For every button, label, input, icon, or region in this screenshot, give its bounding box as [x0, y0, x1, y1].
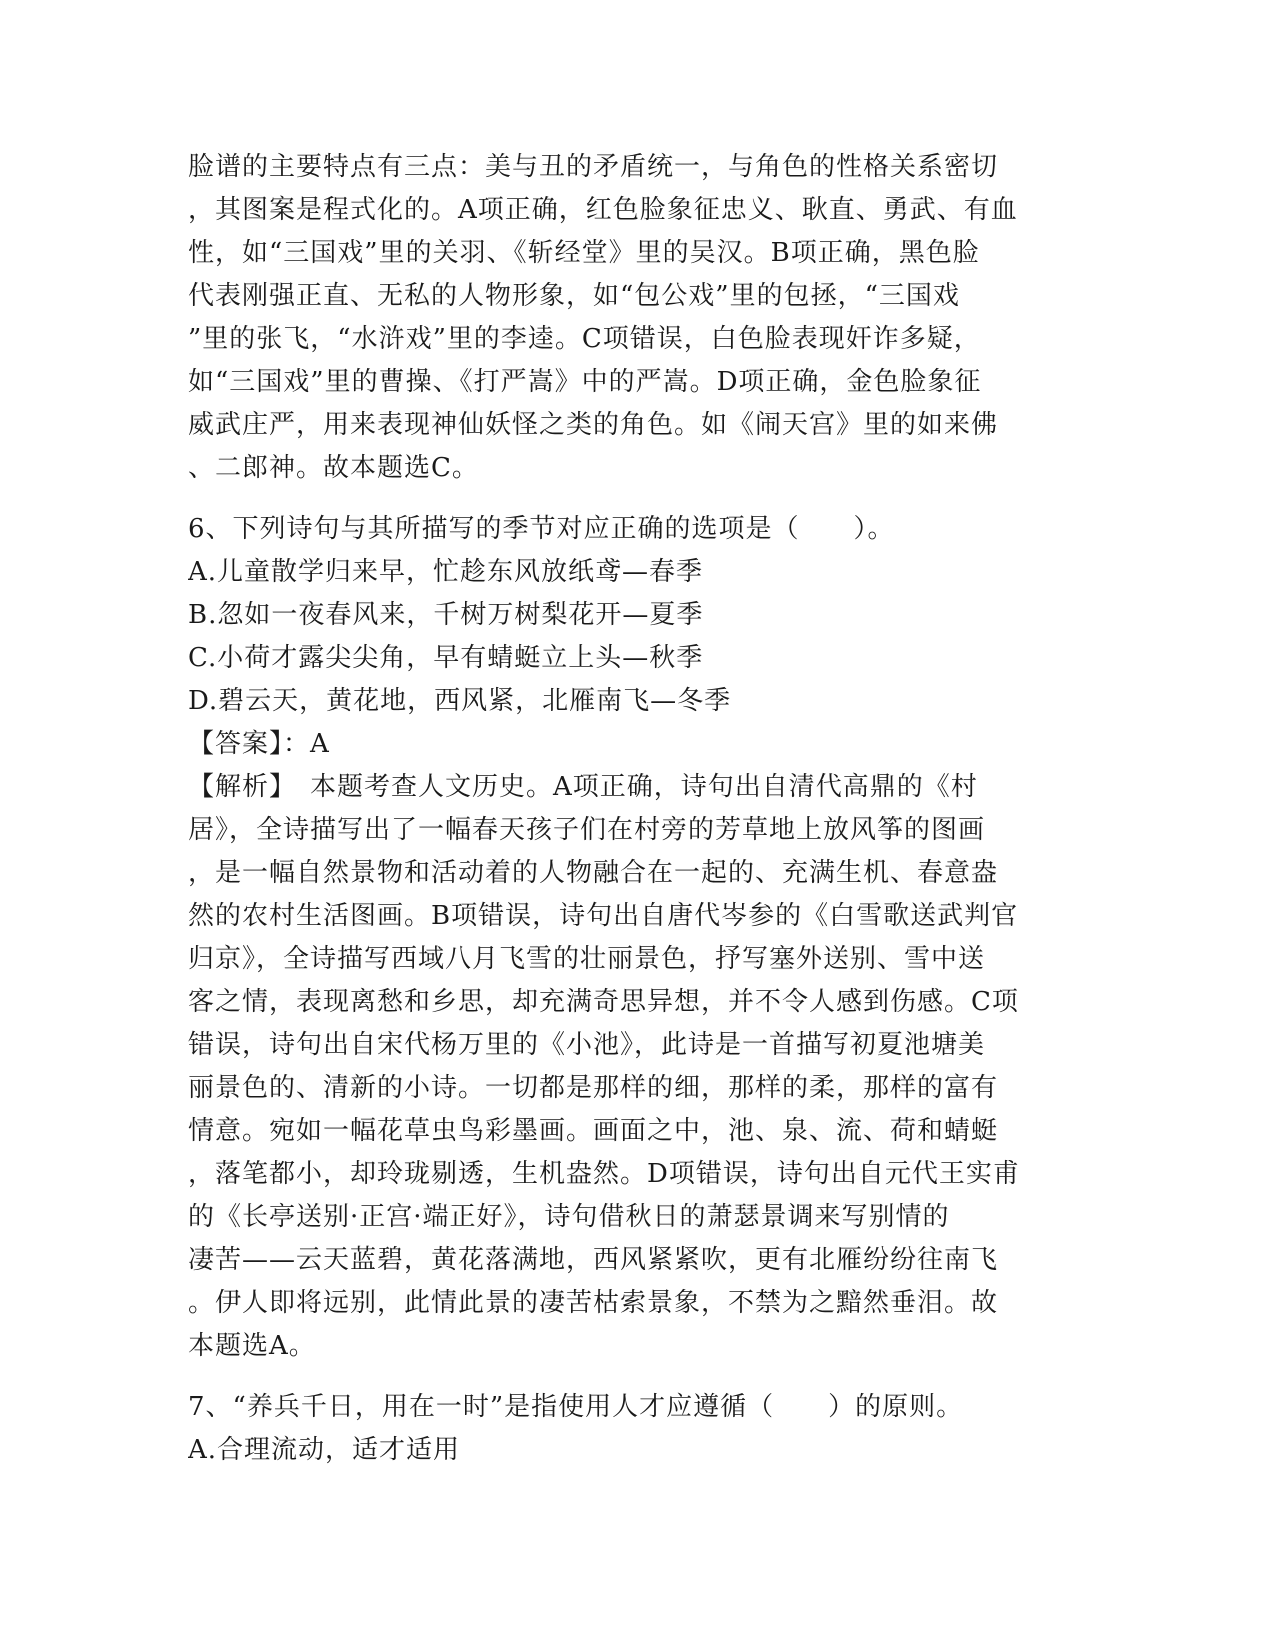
question-stem: 7、“养兵千日，用在一时”是指使用人才应遵循（ ）的原则。 — [188, 1392, 964, 1422]
analysis-line: 本题选A。 — [188, 1331, 316, 1361]
analysis-line: 。伊人即将远别，此情此景的凄苦枯索景象，不禁为之黯然垂泪。故 — [188, 1288, 999, 1318]
analysis-line: ，落笔都小，却玲珑剔透，生机盎然。D项错误，诗句出自元代王实甫 — [188, 1159, 1020, 1189]
analysis-line: ，其图案是程式化的。A项正确，红色脸象征忠义、耿直、勇武、有血 — [188, 195, 1018, 225]
analysis-line: 脸谱的主要特点有三点：美与丑的矛盾统一，与角色的性格关系密切 — [188, 152, 999, 182]
analysis-line: 客之情，表现离愁和乡思，却充满奇思异想，并不令人感到伤感。C项 — [188, 987, 1019, 1017]
analysis-line: 【解析】 本题考查人文历史。A项正确，诗句出自清代高鼎的《村 — [188, 772, 978, 802]
option-a: A.合理流动，适才适用 — [188, 1435, 461, 1465]
analysis-line: 居》，全诗描写出了一幅春天孩子们在村旁的芳草地上放风筝的图画 — [188, 815, 986, 845]
option-c: C.小荷才露尖尖角，早有蜻蜓立上头—秋季 — [188, 643, 704, 673]
question-stem: 6、下列诗句与其所描写的季节对应正确的选项是（ ）。 — [188, 514, 895, 544]
previous-question-analysis — [188, 146, 1088, 490]
option-b: B.忽如一夜春风来，千树万树梨花开—夏季 — [188, 600, 704, 630]
analysis-line: 如“三国戏”里的曹操、《打严嵩》中的严嵩。D项正确，金色脸象征 — [188, 367, 982, 397]
question-6 — [188, 508, 1088, 1368]
analysis-line: 威武庄严，用来表现神仙妖怪之类的角色。如《闹天宫》里的如来佛 — [188, 410, 999, 440]
option-a: A.儿童散学归来早，忙趁东风放纸鸢—春季 — [188, 557, 704, 587]
analysis-line: 归京》，全诗描写西域八月飞雪的壮丽景色，抒写塞外送别、雪中送 — [188, 944, 986, 974]
analysis-line: 、二郎神。故本题选C。 — [188, 453, 479, 483]
answer-line: 【答案】：A — [188, 729, 330, 759]
analysis-line: 情意。宛如一幅花草虫鸟彩墨画。画面之中，池、泉、流、荷和蜻蜓 — [188, 1116, 999, 1146]
paragraph-gap — [188, 490, 1088, 508]
analysis-line: 的《长亭送别·正宫·端正好》，诗句借秋日的萧瑟景调来写别情的 — [188, 1202, 950, 1232]
analysis-line: 丽景色的、清新的小诗。一切都是那样的细，那样的柔，那样的富有 — [188, 1073, 999, 1103]
analysis-line: 性，如“三国戏”里的关羽、《斩经堂》里的吴汉。B项正确，黑色脸 — [188, 238, 980, 268]
analysis-line: 然的农村生活图画。B项错误，诗句出自唐代岑参的《白雪歌送武判官 — [188, 901, 1019, 931]
analysis-line: ，是一幅自然景物和活动着的人物融合在一起的、充满生机、春意盎 — [188, 858, 999, 888]
analysis-line: 凄苦——云天蓝碧，黄花落满地，西风紧紧吹，更有北雁纷纷往南飞 — [188, 1245, 999, 1275]
question-7 — [188, 1386, 1088, 1472]
analysis-line: 代表刚强正直、无私的人物形象，如“包公戏”里的包拯，“三国戏 — [188, 281, 960, 311]
option-d: D.碧云天，黄花地，西风紧，北雁南飞—冬季 — [188, 686, 732, 716]
analysis-line: ”里的张飞，“水浒戏”里的李逵。C项错误，白色脸表现奸诈多疑， — [188, 324, 981, 354]
document-body — [188, 146, 1088, 1472]
paragraph-gap — [188, 1368, 1088, 1386]
analysis-line: 错误，诗句出自宋代杨万里的《小池》，此诗是一首描写初夏池塘美 — [188, 1030, 986, 1060]
